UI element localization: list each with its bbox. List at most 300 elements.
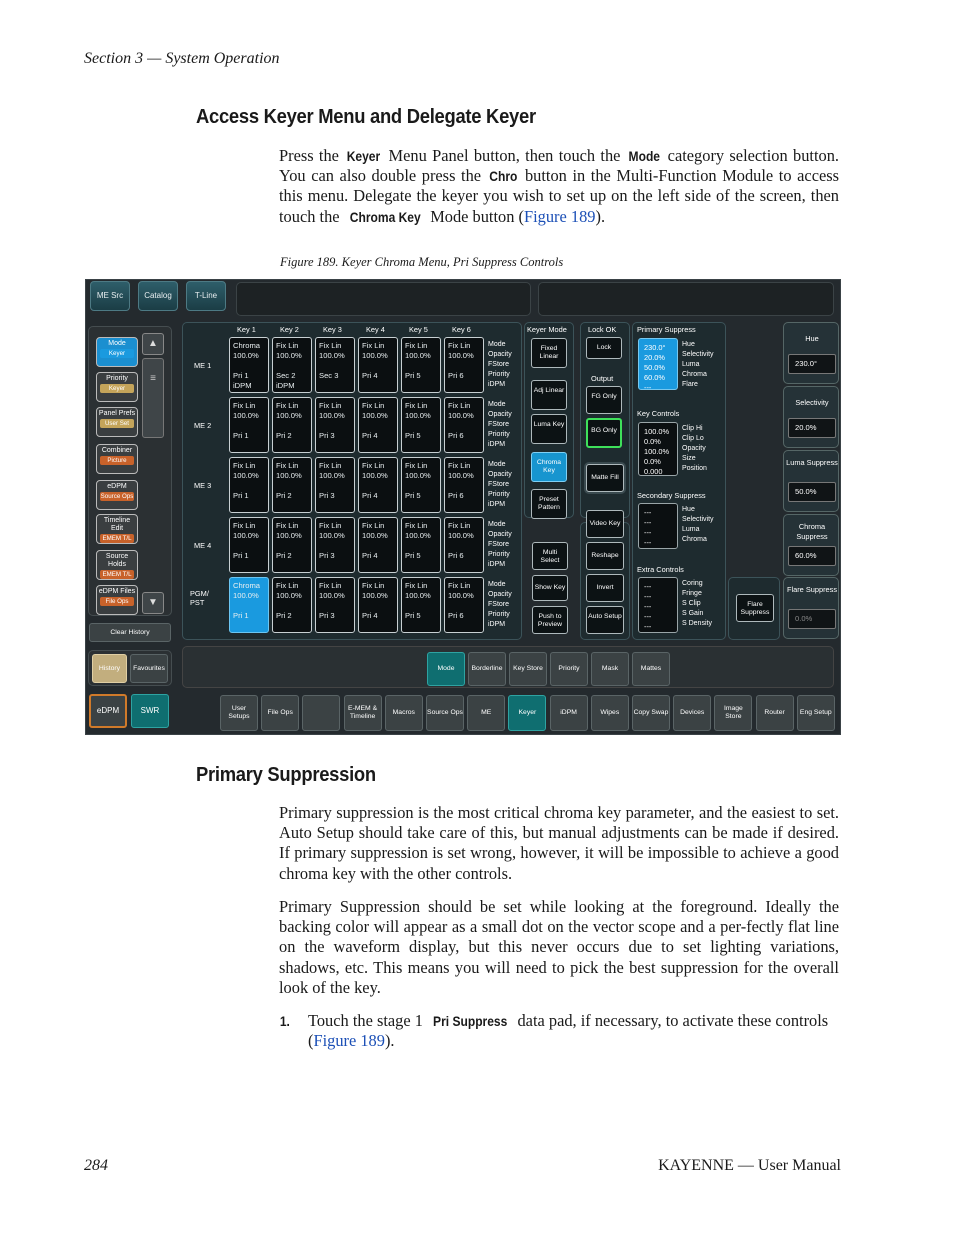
key-cell-line — [233, 421, 265, 431]
key-cell-line: Pri 3 — [319, 611, 335, 620]
bottom-nav-blank[interactable] — [302, 695, 340, 731]
key-cell-line — [276, 561, 308, 571]
sidebar-btn-label: eDPM Files — [98, 588, 136, 595]
data-pad-label: Chroma — [682, 371, 707, 378]
row-info-line: Mode — [488, 341, 506, 348]
top-display-1 — [236, 282, 531, 316]
data-pad-label: Coring — [682, 580, 703, 587]
param-value-3[interactable]: 60.0% — [788, 546, 836, 566]
key-cell-line: 100.0% — [362, 471, 388, 480]
data-pad-label: Flare — [682, 381, 698, 388]
extra-controls-title: Extra Controls — [637, 565, 684, 574]
data-pad-value: 0.0% — [644, 437, 661, 446]
row-label-4: PGM/ PST — [190, 589, 209, 607]
key-cell-line: Pri 4 — [362, 431, 378, 440]
key-cell-line: Fix Lin — [405, 461, 428, 470]
sidebar-btn-sublabel: EMEM T/L — [100, 534, 134, 543]
row-info-0 — [488, 340, 512, 390]
key-cell-me1-key6[interactable] — [444, 337, 484, 393]
primary-suppress-title: Primary Suppress — [637, 325, 696, 334]
bottom-nav-file-ops[interactable]: File Ops — [261, 695, 299, 731]
data-pad-label: Position — [682, 465, 707, 472]
paragraph-primary-1: Primary suppression is the most critical chroma key parameter, and the easiest to set. Auto Setup should take care of this, but manual adjustments can be made if desired. If primary suppression is set wrong, however, it will be impossible to achieve a good chroma key with the other controls. — [279, 803, 839, 883]
sidebar-btn-sublabel: Keyer — [100, 349, 134, 358]
sidebar-btn-label: eDPM — [107, 483, 127, 490]
key-cell-line — [405, 541, 437, 551]
category-bar — [182, 646, 834, 688]
key-cell-me3-key1[interactable] — [229, 457, 269, 513]
key-cell-me5-key6[interactable] — [444, 577, 484, 633]
keyer-mode-fixed-linear[interactable]: Fixed Linear — [531, 338, 567, 368]
show-key-button[interactable]: Show Key — [532, 575, 568, 601]
primary-suppress-data-pad[interactable] — [638, 338, 678, 390]
key-cell-line — [448, 361, 480, 371]
key-cell-me2-key1[interactable] — [229, 397, 269, 453]
key-controls-labels — [682, 424, 707, 474]
key-cell-line — [276, 441, 308, 451]
key-cell-line: Pri 2 — [276, 551, 292, 560]
sidebar-btn-panel-prefs[interactable] — [96, 407, 138, 437]
data-pad-label: Size — [682, 455, 696, 462]
key-cell-me1-key5[interactable] — [401, 337, 441, 393]
sidebar-btn-combiner[interactable] — [96, 444, 138, 474]
sidebar-btn-edpm[interactable] — [96, 480, 138, 510]
data-pad-label: Hue — [682, 506, 695, 513]
figure-caption: Figure 189. Keyer Chroma Menu, Pri Suppress Controls — [280, 255, 564, 269]
bottom-nav-wipes[interactable]: Wipes — [591, 695, 629, 731]
history-button[interactable]: History — [92, 654, 127, 683]
key-cell-me5-key4[interactable] — [358, 577, 398, 633]
param-label-0: Hue — [805, 334, 819, 343]
data-pad-label: S Density — [682, 620, 712, 627]
sidebar-btn-edpm-files[interactable] — [96, 585, 138, 615]
row-label-3: ME 4 — [194, 541, 212, 550]
key-header-6: Key 6 — [452, 325, 471, 334]
key-cell-me2-key5[interactable] — [401, 397, 441, 453]
row-info-line: Priority — [488, 431, 510, 438]
key-cell-line: 100.0% — [448, 531, 474, 540]
sidebar-btn-label: Priority — [106, 375, 128, 382]
row-info-line: FStore — [488, 601, 510, 608]
sidebar-btn-timeline-edit[interactable] — [96, 514, 138, 544]
row-info-line: Opacity — [488, 591, 512, 598]
key-cell-me3-key4[interactable] — [358, 457, 398, 513]
extra-controls-data-pad[interactable] — [638, 577, 678, 633]
key-cell-me4-key6[interactable] — [444, 517, 484, 573]
key-cell-me1-key4[interactable] — [358, 337, 398, 393]
key-header-1: Key 1 — [237, 325, 256, 334]
key-cell-line: Pri 5 — [405, 431, 421, 440]
matte-fill-button[interactable]: Matte Fill — [586, 464, 624, 492]
key-cell-me4-key1[interactable] — [229, 517, 269, 573]
row-info-line: Mode — [488, 401, 506, 408]
key-cell-me4-key3[interactable] — [315, 517, 355, 573]
paragraph-access: Press the Keyer Menu Panel button, then touch the Mode category selection button. You can also double press the Chro button in the Multi-Function Module to access this menu. Delegate the keyer you wish to set up on the left side of the screen, then touch the Chroma Key Mode button (Figure 189). — [279, 146, 840, 226]
key-cell-line: 100.0% — [362, 591, 388, 600]
key-cell-line: Fix Lin — [362, 521, 385, 530]
key-cell-line: 100.0% — [276, 591, 302, 600]
row-info-line: Opacity — [488, 411, 512, 418]
key-cell-line: Sec 3 — [319, 371, 339, 380]
key-cell-line — [233, 621, 265, 631]
key-cell-line: Pri 6 — [448, 611, 464, 620]
category-tab-mask[interactable]: Mask — [591, 652, 629, 686]
key-cell-line: Fix Lin — [319, 521, 342, 530]
param-label-3: Chroma Suppress — [796, 522, 828, 541]
key-cell-line — [362, 441, 394, 451]
key-cell-line: Fix Lin — [448, 521, 471, 530]
key-cell-line: Fix Lin — [276, 341, 299, 350]
key-cell-line — [319, 361, 351, 371]
key-cell-line — [362, 561, 394, 571]
category-tab-mattes[interactable]: Mattes — [632, 652, 670, 686]
key-cell-me2-key3[interactable] — [315, 397, 355, 453]
figure-link-2[interactable]: Figure 189 — [313, 1031, 385, 1051]
key-cell-line — [362, 381, 394, 391]
data-pad-label: Chroma — [682, 536, 707, 543]
key-cell-line — [362, 621, 394, 631]
key-cell-line: 100.0% — [233, 351, 259, 360]
favourites-button[interactable]: Favourites — [130, 654, 168, 683]
footer-manual-title: KAYENNE — User Manual — [658, 1157, 841, 1174]
key-cell-line — [362, 501, 394, 511]
category-tab-key-store[interactable]: Key Store — [509, 652, 547, 686]
key-cell-line: Fix Lin — [233, 461, 256, 470]
key-cell-line: Fix Lin — [233, 401, 256, 410]
data-pad-value: --- — [644, 592, 652, 601]
data-pad-label: Clip Hi — [682, 425, 703, 432]
key-cell-me2-key4[interactable] — [358, 397, 398, 453]
lock-button[interactable]: Lock — [586, 337, 622, 359]
data-pad-label: S Gain — [682, 610, 704, 617]
key-cell-me3-key5[interactable] — [401, 457, 441, 513]
key-cell-line — [448, 541, 480, 551]
key-cell-line: 100.0% — [448, 591, 474, 600]
primary-suppress-labels — [682, 340, 714, 390]
data-pad-label: Hue — [682, 341, 695, 348]
key-cell-line: Fix Lin — [319, 341, 342, 350]
key-cell-line: 100.0% — [405, 471, 431, 480]
fg-only-button[interactable]: FG Only — [586, 386, 622, 414]
key-cell-line — [276, 361, 308, 371]
secondary-suppress-title: Secondary Suppress — [637, 491, 706, 500]
key-cell-line — [276, 601, 308, 611]
scroll-handle-icon[interactable]: ≡ — [142, 358, 164, 438]
step-1: 1. Touch the stage 1 Pri Suppress data pad, if necessary, to activate these controls (Figure 189). — [279, 1011, 829, 1051]
key-cell-line — [233, 541, 265, 551]
row-info-line: Priority — [488, 491, 510, 498]
key-cell-line: Pri 5 — [405, 491, 421, 500]
reshape-button[interactable]: Reshape — [586, 542, 624, 570]
key-cell-line — [362, 541, 394, 551]
sidebar-btn-source-holds[interactable] — [96, 550, 138, 580]
key-cell-line: Fix Lin — [319, 461, 342, 470]
key-cell-line — [448, 501, 480, 511]
key-cell-line: Pri 6 — [448, 431, 464, 440]
param-value-4[interactable]: 0.0% — [788, 609, 836, 629]
row-info-2 — [488, 460, 512, 510]
key-cell-line: Chroma — [233, 341, 261, 350]
row-info-line: FStore — [488, 541, 510, 548]
key-cell-line: Pri 6 — [448, 371, 464, 380]
row-info-4 — [488, 580, 512, 630]
row-info-3 — [488, 520, 512, 570]
row-info-line: Opacity — [488, 351, 512, 358]
data-pad-label: Fringe — [682, 590, 702, 597]
row-info-line: FStore — [488, 481, 510, 488]
key-cell-line: Fix Lin — [362, 341, 385, 350]
key-cell-line: Pri 3 — [319, 431, 335, 440]
key-cell-line — [319, 601, 351, 611]
key-cell-line: Pri 1 — [233, 551, 249, 560]
key-cell-line: Fix Lin — [448, 461, 471, 470]
key-cell-line: Pri 3 — [319, 491, 335, 500]
scroll-down-icon[interactable]: ▼ — [142, 592, 164, 614]
clear-history-button[interactable]: Clear History — [89, 623, 171, 642]
key-cell-line: Pri 5 — [405, 371, 421, 380]
key-cell-line: Fix Lin — [362, 461, 385, 470]
bottom-nav-devices[interactable]: Devices — [673, 695, 711, 731]
key-cell-line — [448, 621, 480, 631]
key-cell-line: 100.0% — [233, 531, 259, 540]
data-pad-label: Opacity — [682, 445, 706, 452]
bottom-nav-router[interactable]: Router — [756, 695, 794, 731]
key-cell-line: 100.0% — [233, 411, 259, 420]
key-cell-line: Pri 3 — [319, 551, 335, 560]
key-cell-line: Pri 4 — [362, 491, 378, 500]
bottom-nav-user-setups[interactable]: User Setups — [220, 695, 258, 731]
key-cell-line: Pri 2 — [276, 611, 292, 620]
key-cell-line — [405, 501, 437, 511]
key-cell-line: Pri 4 — [362, 371, 378, 380]
key-cell-me4-key5[interactable] — [401, 517, 441, 573]
key-cell-line: 100.0% — [362, 351, 388, 360]
keyer-mode-chroma-key[interactable]: Chroma Key — [531, 452, 567, 482]
param-selectivity[interactable] — [783, 386, 839, 448]
param-hue[interactable] — [783, 322, 839, 384]
key-header-4: Key 4 — [366, 325, 385, 334]
key-cell-line: Pri 6 — [448, 491, 464, 500]
key-cell-line: Pri 5 — [405, 611, 421, 620]
row-info-line: Mode — [488, 521, 506, 528]
param-label-1: Selectivity — [795, 398, 829, 407]
data-pad-value: 20.0% — [644, 353, 665, 362]
category-tab-borderline[interactable]: Borderline — [468, 652, 506, 686]
output-label: Output — [591, 374, 614, 383]
bottom-nav-e-mem-timeline[interactable]: E-MEM & Timeline — [344, 695, 382, 731]
data-pad-label: Luma — [682, 361, 700, 368]
key-cell-line: Fix Lin — [276, 401, 299, 410]
key-cell-line — [319, 481, 351, 491]
secondary-suppress-data-pad[interactable] — [638, 503, 678, 549]
section-header: Section 3 — System Operation — [84, 50, 280, 67]
key-cell-line — [362, 361, 394, 371]
key-cell-me4-key2[interactable] — [272, 517, 312, 573]
sidebar-btn-sublabel: File Ops — [100, 597, 134, 606]
page-number: 284 — [84, 1157, 108, 1174]
data-pad-value: --- — [644, 508, 652, 517]
swr-button[interactable]: SWR — [131, 694, 169, 728]
sidebar-btn-priority[interactable] — [96, 372, 138, 402]
key-cell-line: Fix Lin — [362, 581, 385, 590]
multi-select-button[interactable]: Multi Select — [532, 542, 568, 570]
invert-button[interactable]: Invert — [586, 574, 624, 602]
key-cell-line: Pri 5 — [405, 551, 421, 560]
key-cell-line: 100.0% — [319, 411, 345, 420]
key-cell-line: Fix Lin — [405, 341, 428, 350]
data-pad-value: 0.0% — [644, 457, 661, 466]
bottom-nav-eng-setup[interactable]: Eng Setup — [797, 695, 835, 731]
top-display-2 — [538, 282, 834, 316]
row-info-line: Mode — [488, 581, 506, 588]
key-cell-line — [319, 561, 351, 571]
key-cell-line: Fix Lin — [233, 521, 256, 530]
key-cell-line: Pri 4 — [362, 611, 378, 620]
row-info-line: iDPM — [488, 501, 506, 508]
row-info-line: FStore — [488, 361, 510, 368]
key-cell-line: 100.0% — [448, 471, 474, 480]
key-cell-me5-key1[interactable] — [229, 577, 269, 633]
data-pad-value: --- — [644, 538, 652, 547]
sidebar-btn-mode[interactable] — [96, 337, 138, 367]
key-cell-line — [448, 421, 480, 431]
top-tab-2[interactable]: T-Line — [186, 281, 226, 311]
key-cell-me5-key2[interactable] — [272, 577, 312, 633]
key-cell-me2-key6[interactable] — [444, 397, 484, 453]
key-cell-line: 100.0% — [362, 531, 388, 540]
keyer-mode-adj-linear[interactable]: Adj Linear — [531, 380, 567, 410]
row-label-1: ME 2 — [194, 421, 212, 430]
key-cell-line: 100.0% — [276, 411, 302, 420]
figure-link[interactable]: Figure 189 — [524, 206, 596, 226]
key-cell-line: 100.0% — [276, 471, 302, 480]
key-cell-line: 100.0% — [319, 531, 345, 540]
param-value-0[interactable]: 230.0° — [788, 354, 836, 374]
edpm-button[interactable]: eDPM — [89, 694, 127, 728]
key-cell-line — [276, 421, 308, 431]
data-pad-value: 60.0% — [644, 373, 665, 382]
key-cell-line: 100.0% — [233, 591, 259, 600]
top-tab-1[interactable]: Catalog — [138, 281, 178, 311]
key-cell-line: 100.0% — [405, 351, 431, 360]
bottom-nav-image-store[interactable]: Image Store — [714, 695, 752, 731]
key-cell-line — [233, 361, 265, 371]
step-number: 1. — [279, 1013, 290, 1029]
key-cell-line — [319, 421, 351, 431]
sidebar-btn-sublabel: Picture — [100, 456, 134, 465]
row-info-line: Priority — [488, 611, 510, 618]
bottom-nav-macros[interactable]: Macros — [385, 695, 423, 731]
key-cell-line — [362, 421, 394, 431]
keyer-chroma-menu-screenshot — [85, 279, 841, 735]
row-label-0: ME 1 — [194, 361, 212, 370]
bottom-nav-idpm[interactable]: iDPM — [550, 695, 588, 731]
key-cell-me4-key4[interactable] — [358, 517, 398, 573]
bottom-nav-copy-swap[interactable]: Copy Swap — [632, 695, 670, 731]
key-cell-line — [233, 501, 265, 511]
push-to-preview-button[interactable]: Push to Preview — [532, 606, 568, 634]
key-cell-line — [276, 621, 308, 631]
category-tab-mode[interactable]: Mode — [427, 652, 465, 686]
key-cell-me1-key3[interactable] — [315, 337, 355, 393]
row-info-line: Opacity — [488, 471, 512, 478]
key-cell-line — [319, 501, 351, 511]
key-cell-me2-key2[interactable] — [272, 397, 312, 453]
key-cell-line: 100.0% — [276, 531, 302, 540]
key-cell-line — [448, 381, 480, 391]
data-pad-value: --- — [644, 602, 652, 611]
key-cell-line — [448, 441, 480, 451]
key-cell-me1-key1[interactable] — [229, 337, 269, 393]
param-value-2[interactable]: 50.0% — [788, 482, 836, 502]
auto-setup-button[interactable]: Auto Setup — [586, 606, 624, 634]
key-cell-line: iDPM — [233, 381, 252, 390]
row-info-line: Mode — [488, 461, 506, 468]
flare-suppress-button[interactable]: Flare Suppress — [736, 594, 774, 622]
bottom-nav-me[interactable]: ME — [467, 695, 505, 731]
key-cell-line: Pri 1 — [233, 611, 249, 620]
key-cell-line: 100.0% — [276, 351, 302, 360]
key-cell-line: 100.0% — [233, 471, 259, 480]
video-key-button[interactable]: Video Key — [586, 510, 624, 538]
key-cell-line: Fix Lin — [319, 401, 342, 410]
key-cell-me3-key3[interactable] — [315, 457, 355, 513]
data-pad-value: 100.0% — [644, 427, 670, 436]
key-cell-line — [405, 441, 437, 451]
extra-controls-labels — [682, 579, 712, 629]
param-value-1[interactable]: 20.0% — [788, 418, 836, 438]
key-cell-line — [233, 601, 265, 611]
sidebar-btn-label: Panel Prefs — [98, 410, 136, 417]
key-cell-line — [405, 421, 437, 431]
key-cell-line: Fix Lin — [405, 581, 428, 590]
bottom-nav-keyer[interactable]: Keyer — [508, 695, 546, 731]
row-info-line: Opacity — [488, 531, 512, 538]
key-cell-me5-key3[interactable] — [315, 577, 355, 633]
key-controls-data-pad[interactable] — [638, 422, 678, 476]
key-cell-line — [448, 561, 480, 571]
keyer-mode-luma-key[interactable]: Luma Key — [531, 414, 567, 444]
key-cell-line: Fix Lin — [362, 401, 385, 410]
data-pad-value: --- — [644, 582, 652, 591]
key-cell-me3-key6[interactable] — [444, 457, 484, 513]
key-cell-me3-key2[interactable] — [272, 457, 312, 513]
key-cell-line — [319, 441, 351, 451]
key-cell-line — [405, 481, 437, 491]
key-cell-line: Fix Lin — [276, 461, 299, 470]
key-cell-line: Pri 2 — [276, 431, 292, 440]
scroll-up-icon[interactable]: ▲ — [142, 333, 164, 355]
bg-only-button[interactable]: BG Only — [586, 418, 622, 448]
sidebar-btn-label: Mode — [108, 340, 126, 347]
data-pad-label: Luma — [682, 526, 700, 533]
paragraph-primary-2: Primary Suppression should be set while looking at the foreground. Ideally the backing color will appear as a small dot on the vector scope and a per-fectly flat line on the waveform display, but this never occurs due to set lighting variations, shadows, etc. This means you will need to pick the best suppression for the overall look of the key. — [279, 897, 839, 997]
top-tab-0[interactable]: ME Src — [90, 281, 130, 311]
key-cell-line — [233, 561, 265, 571]
key-cell-line — [362, 601, 394, 611]
key-cell-me1-key2[interactable] — [272, 337, 312, 393]
key-cell-line — [405, 361, 437, 371]
row-info-line: iDPM — [488, 381, 506, 388]
key-cell-line: 100.0% — [405, 591, 431, 600]
key-cell-me5-key5[interactable] — [401, 577, 441, 633]
data-pad-value: --- — [644, 383, 652, 392]
key-cell-line: Pri 6 — [448, 551, 464, 560]
keyer-mode-preset-pattern[interactable]: Preset Pattern — [531, 489, 567, 519]
bottom-nav-source-ops[interactable]: Source Ops — [426, 695, 464, 731]
category-tab-priority[interactable]: Priority — [550, 652, 588, 686]
key-header-3: Key 3 — [323, 325, 342, 334]
